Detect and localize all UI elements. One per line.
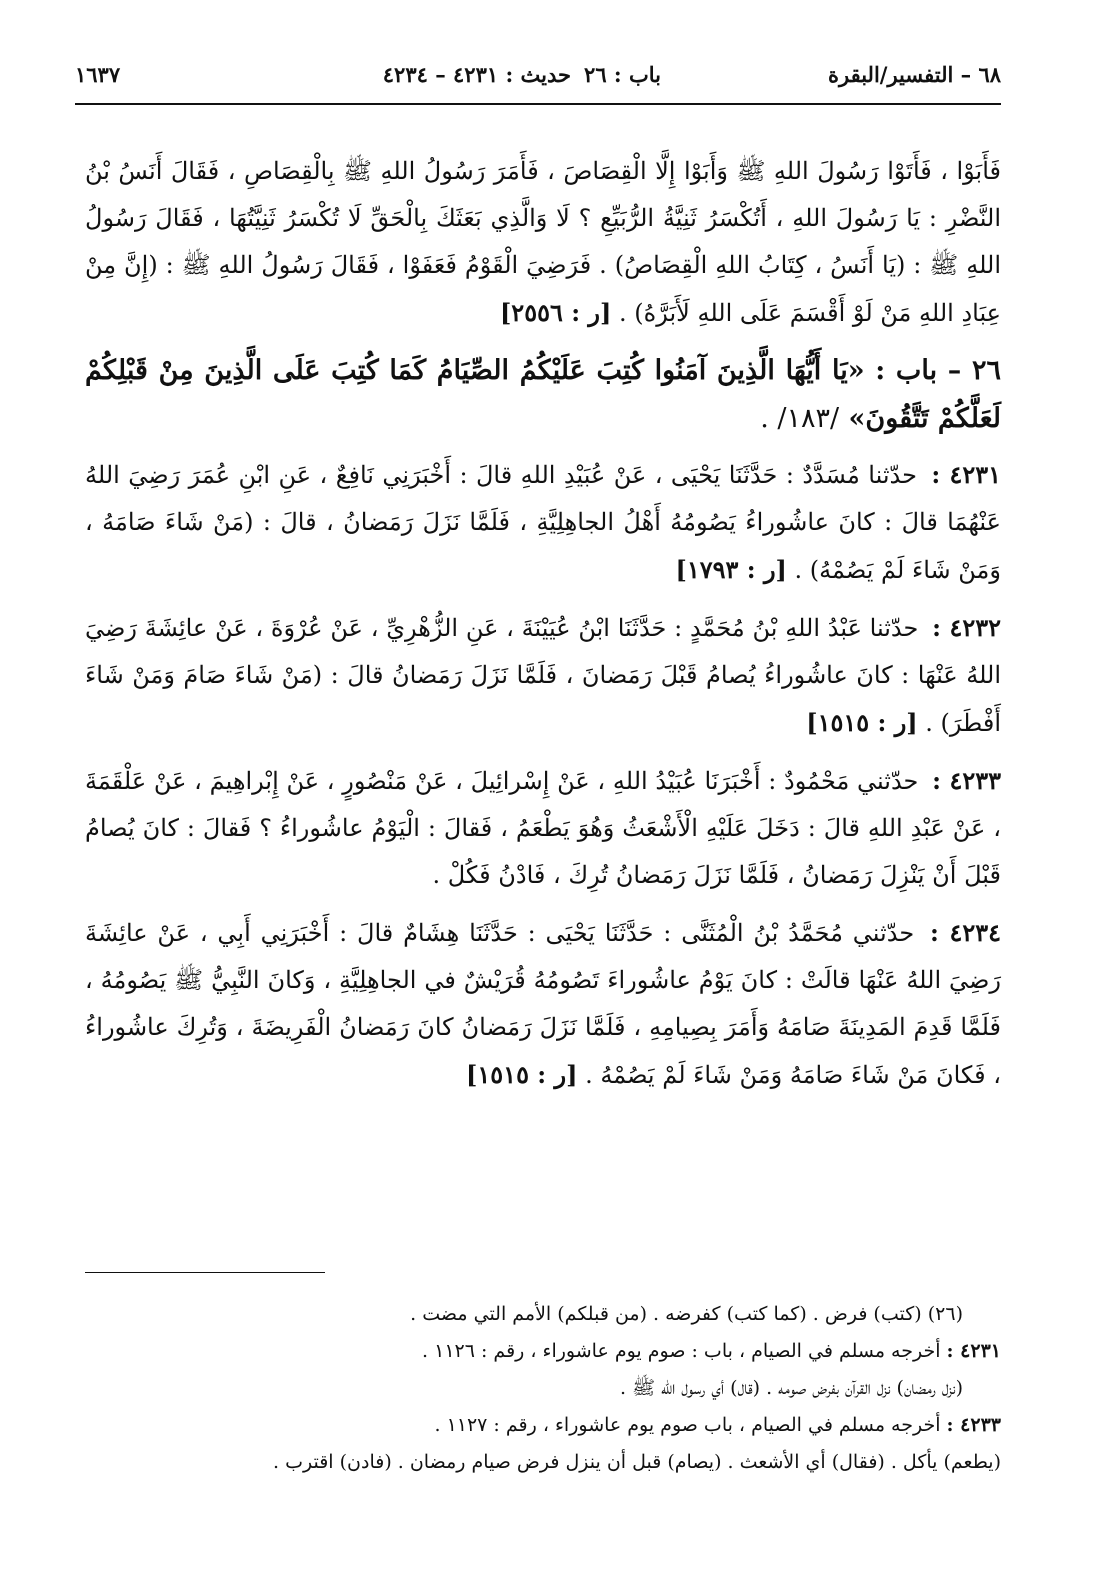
hadith-number: ٤٢٣٣ : [932,766,1001,795]
footnote-text: أخرجه مسلم في الصيام ، باب : صوم يوم عاشوراء ، رقم : ١١٢٦ . [422,1340,941,1362]
hadith-reference: [ر : ١٥١٥] [806,708,918,737]
footnote-number: ٤٢٣٣ : [946,1414,1001,1436]
footnote-divider [85,1272,325,1273]
bab-heading-verse-number: /١٨٣/ . [760,403,840,434]
header-divider [75,103,1001,105]
hadith-reference: [ر : ١٧٩٣] [675,555,787,584]
hadith-text: حدّثني مُحَمَّدُ بْنُ الْمُثَنَّى : حَدَّثَنَا يَحْيَى : حَدَّثَنَا هِشَامٌ قالَ : أَخْبَرَنِي أَبِي ، عَنْ عائِشَةَ رَضِيَ اللهُ عَنْهَا قالَتْ : كانَ يَوْمُ عاشُوراءَ تَصُومُهُ قُرَيْشٌ في الجاهِلِيَّةِ ، وَكانَ النَّبِيُّ ﷺ يَصُومُهُ ، فَلَمَّا قَدِمَ المَدِينَةَ صَامَهُ وَأَمَرَ بِصِيامِهِ ، فَلَمَّا نَزَلَ رَمَضانُ كانَ رَمَضانُ الْفَرِيضَةَ ، وَتُرِكَ عاشُوراءُ ، فَكانَ مَنْ شَاءَ صَامَهُ وَمَنْ شَاءَ لَمْ يَصُمْهُ . [85,919,1001,1089]
hadith-reference: [ر : ١٥١٥] [466,1060,578,1089]
hadith-text: حدّثنا مُسَدَّدٌ : حَدَّثَنَا يَحْيَى ، عَنْ عُبَيْدِ اللهِ قالَ : أَخْبَرَنِي نَافِعٌ ، عَنِ ابْنِ عُمَرَ رَضِيَ اللهُ عَنْهُمَا قالَ : كانَ عاشُوراءُ يَصُومُهُ أَهْلُ الجاهِلِيَّةِ ، فَلَمَّا نَزَلَ رَمَضانُ ، قالَ : (مَنْ شَاءَ صَامَهُ ، وَمَنْ شَاءَ لَمْ يَصُمْهُ) . [85,461,1001,584]
footnote-text: أخرجه مسلم في الصيام ، باب صوم يوم عاشوراء ، رقم : ١١٢٧ . [434,1414,941,1436]
hadith-4234 [85,909,1001,1099]
hadith-4232 [85,604,1001,747]
bab-label: باب : ٢٦ [584,62,661,87]
footnote-26: (٢٦) (كتب) فرض . (كما كتب) كفرضه . (من قبلكم) الأمم التي مضت . [410,1303,963,1325]
running-header [75,60,1001,94]
intro-paragraph [85,148,1001,337]
hadith-number: ٤٢٣٤ : [930,918,1001,947]
footnote-4231-note: (نزل رمضان) نزل القرآن بفرض صومه . (قال) أي رسول الله ﷺ . [619,1377,963,1399]
intro-reference: [ر : ٢٥٥٦] [499,298,612,327]
hadith-text: حدّثنا عَبْدُ اللهِ بْنُ مُحَمَّدٍ : حَدَّثَنَا ابْنُ عُيَيْنَةَ ، عَنِ الزُّهْرِيِّ ، عَنْ عُرْوَةَ ، عَنْ عائِشَةَ رَضِيَ اللهُ عَنْهَا : كانَ عاشُوراءُ يُصامُ قَبْلَ رَمَضانَ ، فَلَمَّا نَزَلَ رَمَضانُ قالَ : (مَنْ شَاءَ صَامَ وَمَنْ شَاءَ أَفْطَرَ) . [85,614,1001,737]
footnote-number: ٤٢٣١ : [946,1340,1001,1362]
hadith-4233 [85,757,1001,899]
hadith-number: ٤٢٣٢ : [932,613,1001,642]
footnotes [85,1298,1001,1483]
intro-text: فَأَبَوْا ، فَأَتَوْا رَسُولَ اللهِ ﷺ وَأَبَوْا إِلَّا الْقِصَاصَ ، فَأَمَرَ رَسُولُ اللهِ ﷺ بِالْقِصَاصِ ، فَقَالَ أَنَسُ بْنُ النَّضْرِ : يَا رَسُولَ اللهِ ، أَتُكْسَرُ ثَنِيَّةُ الرُّبَيِّعِ ؟ لَا وَالَّذِي بَعَثَكَ بِالْحَقِّ لَا تُكْسَرُ ثَنِيَّتُهَا ، فَقَالَ رَسُولُ اللهِ ﷺ : (يَا أَنَسُ ، كِتَابُ اللهِ الْقِصَاصُ) . فَرَضِيَ الْقَوْمُ فَعَفَوْا ، فَقَالَ رَسُولُ اللهِ ﷺ : (إِنَّ مِنْ عِبَادِ اللهِ مَنْ لَوْ أَقْسَمَ عَلَى اللهِ لَأَبَرَّهُ) . [85,157,1002,327]
chapter-title: ٦٨ – التفسير/البقرة [828,62,1001,87]
page-number: ١٦٣٧ [75,62,121,87]
bab-heading-text: ٢٦ – باب : «يَا أَيُّهَا الَّذِينَ آمَنُوا كُتِبَ عَلَيْكُمُ الصِّيَامُ كَمَا كُتِبَ عَلَى الَّذِينَ مِنْ قَبْلِكُمْ لَعَلَّكُمْ تَتَّقُونَ» [85,355,1001,434]
bab-heading [85,347,1001,443]
hadith-range: حديث : ٤٢٣١ – ٤٢٣٤ [382,62,571,87]
footnote-4233 [85,1409,1001,1442]
footnote-4233-note: (يطعم) يأكل . (فقال) أي الأشعث . (يصام) قبل أن ينزل فرض صيام رمضان . (فادن) اقترب . [273,1451,1001,1473]
hadith-number: ٤٢٣١ : [931,460,1001,489]
hadith-text: حدّثني مَحْمُودٌ : أَخْبَرَنَا عُبَيْدُ اللهِ ، عَنْ إِسْرائِيلَ ، عَنْ مَنْصُورٍ ، عَنْ إِبْراهِيمَ ، عَنْ عَلْقَمَةَ ، عَنْ عَبْدِ اللهِ قالَ : دَخَلَ عَلَيْهِ الْأَشْعَثُ وَهُوَ يَطْعَمُ ، فَقالَ : الْيَوْمُ عاشُوراءُ ؟ فَقالَ : كانَ يُصامُ قَبْلَ أَنْ يَنْزِلَ رَمَضانُ ، فَلَمَّا نَزَلَ رَمَضانُ تُرِكَ ، فَادْنُ فَكُلْ . [85,767,1001,889]
hadith-4231 [85,451,1001,594]
footnote-4231 [85,1335,1001,1368]
main-text [85,148,1001,1109]
